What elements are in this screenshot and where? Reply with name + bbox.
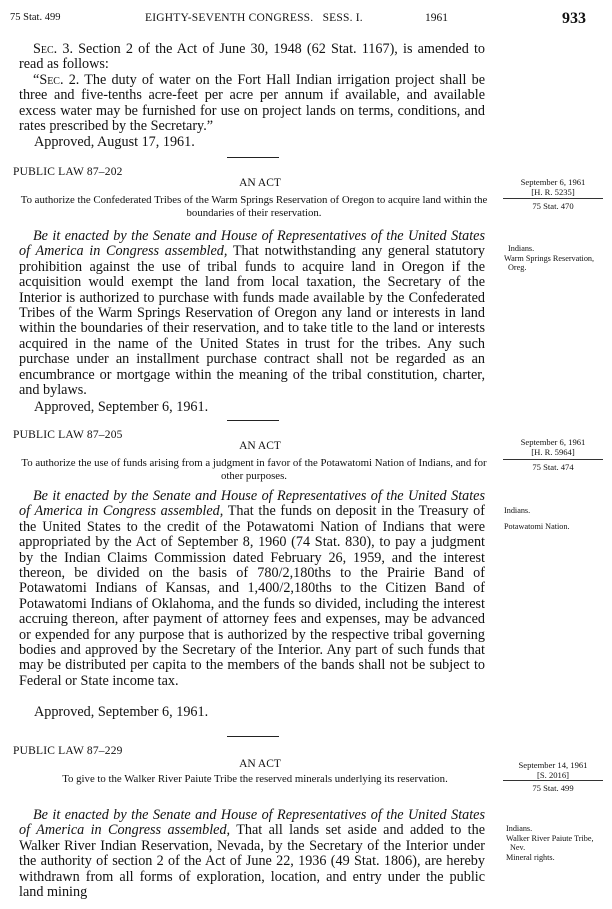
- margin-note: Indians.: [504, 506, 531, 515]
- act-body-text: That the funds on deposit in the Treasury of the United States to the credit of the Potawatomi Nation of Indians that were appropriated by the Act of September 8, 1960 (74 Stat. 830), to pay a judgment by the Indian Claims Commission dated February 26, 1959, and the interest thereon, be divided on the basis of 780/2,180ths to the Prairie Band of Potawatomi Indians of Kansas, and 1,400/2,180ths to the Citizen Band of Potawatomi Indians of Oklahoma, and the funds so divided, including the interest accruing thereon, after payment of attorney fees and expenses, may be advanced or expended for any purpose that is authorized by the respective tribal governing bodies and approved by the Secretary of the Interior. Any part of such funds that may be distributed per capita to the members of the bands shall not be subject to Federal or State income tax.: [19, 503, 486, 689]
- act-body-text: That notwithstanding any general statutory prohibition against the use of tribal funds to acquire land in Oregon if the acquisition would exempt the land from local taxation, the Secretary of the Interior is authorized to purchase with funds made available by the Confederated Tribes of the Warm Springs Reservation of Oregon any land or interests in land within the boundaries of their reservation, and to take title to the land or interests acquired in the name of the United States in trust for the tribes. Any such purchase under an installment purchase contract shall not be regarded as an encumbrance or mortgage within the meaning of the tribal constitution, charter, and bylaws.: [19, 243, 485, 399]
- sec-label: Sec.: [39, 72, 64, 88]
- running-header-title: EIGHTY-SEVENTH CONGRESS. SESS. I.: [145, 12, 363, 24]
- an-act-heading: AN ACT: [239, 440, 281, 452]
- bill-number: [H. R. 5964]: [531, 447, 575, 457]
- section-3-intro-text: Section 2 of the Act of June 30, 1948 (62 Stat. 1167), is amended to read as follows:: [19, 41, 485, 73]
- enacting-clause: Be it enacted by the Senate and House of Representatives of the United States of America in Congress assembled,: [19, 807, 485, 839]
- act-title: To authorize the use of funds arising from a judgment in favor of the Potawatomi Nation of Indians, and for other purposes.: [21, 457, 487, 482]
- section-3-approved: Approved, August 17, 1961.: [34, 134, 195, 150]
- margin-date: [503, 177, 603, 197]
- sec-number: 3.: [57, 41, 79, 57]
- running-header-year: 1961: [425, 12, 448, 24]
- margin-notes: [500, 506, 610, 531]
- margin-note: Mineral rights.: [506, 852, 555, 862]
- an-act-heading: AN ACT: [239, 177, 281, 189]
- act-approved: Approved, September 6, 1961.: [34, 704, 209, 720]
- an-act-heading: AN ACT: [239, 758, 281, 770]
- quote-open: “: [33, 72, 40, 88]
- section-3-quote-text: 2. The duty of water on the Fort Hall Indian irrigation project shall be three and five-tenths acre-feet per acre per annum if available, and available excess water may be furnished for use on project lands on terms, conditions, and rates prescribed by the Secretary.”: [19, 72, 485, 135]
- running-header-stat-ref: 75 Stat. 499: [10, 12, 61, 23]
- divider: [227, 157, 279, 158]
- margin-note: Potawatomi Nation.: [504, 521, 570, 531]
- section-3-quote: [19, 73, 485, 135]
- margin-note: Indians.: [508, 244, 535, 253]
- act-title: To authorize the Confederated Tribes of the Warm Springs Reservation of Oregon to acquire land within the boundaries of their reservation.: [20, 194, 488, 219]
- bill-number: [S. 2016]: [537, 770, 569, 780]
- margin-date: [503, 760, 603, 780]
- margin-notes: [500, 244, 610, 273]
- act-body-text: That all lands set aside and added to the Walker River Indian Reservation, Nevada, by the Secretary of the Interior under the authority of section 2 of the Act of June 22, 1936 (49 Stat. 1806), are hereby withdrawn from all forms of exploration, location, and entry under the public land mining: [19, 822, 485, 901]
- margin-stat: 75 Stat. 499: [503, 780, 603, 793]
- margin-stat: 75 Stat. 474: [503, 459, 603, 472]
- margin-note: Indians.: [506, 824, 533, 833]
- margin-date: [503, 437, 603, 457]
- bill-number: [H. R. 5235]: [531, 187, 575, 197]
- enactment-date: September 6, 1961: [520, 177, 586, 187]
- act-body: [19, 489, 485, 689]
- sec-label: Sec.: [33, 41, 58, 57]
- act-body: [19, 808, 485, 900]
- margin-note: Walker River Paiute Tribe, Nev.: [506, 833, 594, 853]
- divider: [227, 736, 279, 737]
- act-body: [19, 229, 485, 398]
- margin-note: Warm Springs Reservation, Oreg.: [504, 253, 595, 273]
- act-title: To give to the Walker River Paiute Tribe the reserved minerals underlying its reservation.: [62, 773, 448, 785]
- act-approved: Approved, September 6, 1961.: [34, 399, 209, 415]
- divider: [227, 420, 279, 421]
- enacting-clause: Be it enacted by the Senate and House of Representatives of the United States of America in Congress assembled,: [19, 228, 485, 260]
- margin-notes: [500, 824, 610, 862]
- law-number: PUBLIC LAW 87–202: [13, 166, 123, 178]
- enactment-date: September 6, 1961: [520, 437, 586, 447]
- enactment-date: September 14, 1961: [518, 760, 588, 770]
- margin-stat: 75 Stat. 470: [503, 198, 603, 211]
- page-number: 933: [562, 10, 586, 27]
- section-3-intro: [19, 42, 485, 73]
- enacting-clause: Be it enacted by the Senate and House of Representatives of the United States of America in Congress assembled,: [19, 488, 485, 520]
- law-number: PUBLIC LAW 87–229: [13, 745, 123, 757]
- law-number: PUBLIC LAW 87–205: [13, 429, 123, 441]
